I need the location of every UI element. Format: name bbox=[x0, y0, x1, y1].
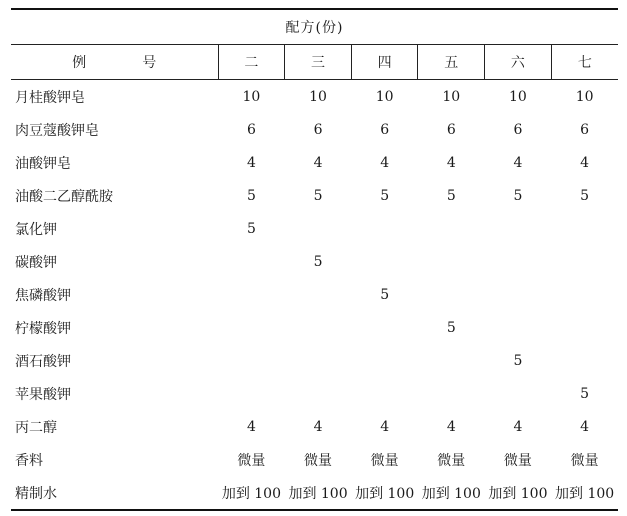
ingredient-amount bbox=[285, 212, 352, 245]
ingredient-amount: 加到 100 bbox=[218, 476, 285, 510]
ingredient-amount: 6 bbox=[446, 121, 456, 138]
ingredient-amount: 10 bbox=[442, 88, 461, 105]
ingredient-amount: 4 bbox=[246, 154, 256, 171]
ingredient-amount: 4 bbox=[513, 154, 523, 171]
ingredient-amount: 微量 bbox=[304, 452, 333, 469]
ingredient-amount bbox=[485, 278, 552, 311]
table-title: 配方(份) bbox=[11, 9, 618, 45]
ingredient-amount bbox=[418, 344, 485, 377]
table-row bbox=[11, 113, 618, 146]
ingredient-amount: 加到 100 bbox=[285, 476, 352, 510]
header-name-right: 号 bbox=[142, 55, 157, 71]
ingredient-amount: 5 bbox=[446, 319, 456, 336]
column-header: 四 bbox=[351, 45, 418, 80]
ingredient-amount: 6 bbox=[580, 121, 590, 138]
ingredient-amount bbox=[418, 245, 485, 278]
table-title-row bbox=[11, 9, 618, 45]
ingredient-amount bbox=[551, 245, 618, 278]
ingredient-amount: 10 bbox=[309, 88, 327, 105]
ingredient-amount: 微量 bbox=[237, 452, 266, 469]
table-row bbox=[11, 443, 618, 476]
ingredient-amount: 5 bbox=[380, 187, 390, 204]
ingredient-amount: 4 bbox=[446, 418, 456, 435]
ingredient-name: 肉豆蔻酸钾皂 bbox=[15, 122, 99, 139]
column-header: 三 bbox=[285, 45, 352, 80]
ingredient-name: 柠檬酸钾 bbox=[15, 320, 71, 337]
ingredient-amount: 5 bbox=[313, 253, 323, 270]
ingredient-amount: 4 bbox=[380, 418, 390, 435]
ingredient-amount: 6 bbox=[246, 121, 256, 138]
ingredient-amount: 10 bbox=[375, 88, 394, 105]
ingredient-amount: 4 bbox=[580, 154, 590, 171]
ingredient-amount: 4 bbox=[580, 418, 590, 435]
table-row bbox=[11, 146, 618, 179]
ingredient-amount bbox=[485, 311, 552, 344]
ingredient-amount bbox=[485, 245, 552, 278]
ingredient-amount: 微量 bbox=[370, 452, 399, 469]
ingredient-amount bbox=[285, 344, 352, 377]
ingredient-amount: 微量 bbox=[503, 452, 532, 469]
ingredient-amount bbox=[285, 311, 352, 344]
ingredient-amount bbox=[418, 377, 485, 410]
table-row bbox=[11, 476, 618, 510]
ingredient-amount: 5 bbox=[580, 385, 590, 402]
ingredient-amount: 5 bbox=[313, 187, 323, 204]
ingredient-amount bbox=[551, 311, 618, 344]
ingredient-amount: 5 bbox=[513, 187, 523, 204]
ingredient-amount bbox=[551, 344, 618, 377]
ingredient-amount bbox=[485, 377, 552, 410]
ingredient-amount: 6 bbox=[513, 121, 523, 138]
table-row bbox=[11, 278, 618, 311]
column-header-example-number bbox=[11, 45, 218, 80]
ingredient-amount bbox=[285, 377, 352, 410]
ingredient-amount: 10 bbox=[575, 88, 594, 105]
ingredient-amount: 4 bbox=[246, 418, 256, 435]
ingredient-name: 香料 bbox=[15, 452, 43, 469]
ingredient-name: 精制水 bbox=[11, 476, 218, 510]
ingredient-amount: 加到 100 bbox=[551, 476, 618, 510]
ingredient-amount: 6 bbox=[313, 121, 323, 138]
ingredient-amount: 加到 100 bbox=[418, 476, 485, 510]
ingredient-name: 苹果酸钾 bbox=[15, 386, 71, 403]
table-row bbox=[11, 179, 618, 212]
ingredient-amount: 4 bbox=[313, 418, 323, 435]
ingredient-amount: 加到 100 bbox=[485, 476, 552, 510]
column-header: 二 bbox=[218, 45, 285, 80]
column-header: 五 bbox=[418, 45, 485, 80]
ingredient-amount bbox=[418, 212, 485, 245]
ingredient-amount bbox=[485, 212, 552, 245]
ingredient-amount bbox=[351, 311, 418, 344]
ingredient-name: 酒石酸钾 bbox=[15, 353, 71, 370]
ingredient-name: 碳酸钾 bbox=[15, 254, 57, 271]
ingredient-amount: 微量 bbox=[570, 452, 599, 469]
ingredient-amount bbox=[285, 278, 352, 311]
ingredient-amount bbox=[218, 377, 285, 410]
ingredient-amount bbox=[218, 278, 285, 311]
ingredient-name: 月桂酸钾皂 bbox=[15, 89, 85, 106]
ingredient-name: 丙二醇 bbox=[15, 419, 57, 436]
ingredient-amount: 4 bbox=[446, 154, 456, 171]
formula-table-container bbox=[11, 8, 618, 511]
ingredient-name: 氯化钾 bbox=[15, 221, 57, 238]
ingredient-amount: 4 bbox=[313, 154, 323, 171]
ingredient-name: 油酸钾皂 bbox=[15, 155, 71, 172]
ingredient-amount: 5 bbox=[446, 187, 456, 204]
ingredient-amount: 5 bbox=[246, 187, 256, 204]
ingredient-amount bbox=[351, 344, 418, 377]
ingredient-amount bbox=[218, 344, 285, 377]
table-row bbox=[11, 245, 618, 278]
table-row bbox=[11, 377, 618, 410]
table-row bbox=[11, 212, 618, 245]
table-body bbox=[11, 80, 618, 511]
table-row bbox=[11, 344, 618, 377]
ingredient-amount: 5 bbox=[380, 286, 390, 303]
ingredient-amount bbox=[351, 245, 418, 278]
ingredient-amount bbox=[551, 212, 618, 245]
ingredient-amount: 10 bbox=[242, 88, 261, 105]
ingredient-amount bbox=[418, 278, 485, 311]
ingredient-amount: 6 bbox=[380, 121, 390, 138]
ingredient-amount: 5 bbox=[246, 220, 256, 237]
ingredient-amount bbox=[218, 245, 285, 278]
ingredient-amount: 4 bbox=[513, 418, 523, 435]
ingredient-amount bbox=[351, 377, 418, 410]
ingredient-name: 焦磷酸钾 bbox=[15, 287, 71, 304]
ingredient-amount: 4 bbox=[380, 154, 390, 171]
ingredient-amount bbox=[551, 278, 618, 311]
table-header-row bbox=[11, 45, 618, 80]
ingredient-amount: 微量 bbox=[437, 452, 466, 469]
table-row bbox=[11, 311, 618, 344]
ingredient-name: 油酸二乙醇酰胺 bbox=[15, 188, 113, 205]
table-row bbox=[11, 80, 618, 114]
table-row bbox=[11, 410, 618, 443]
ingredient-amount: 5 bbox=[513, 352, 523, 369]
formula-table bbox=[11, 8, 618, 511]
column-header: 六 bbox=[485, 45, 552, 80]
ingredient-amount bbox=[351, 212, 418, 245]
ingredient-amount: 加到 100 bbox=[351, 476, 418, 510]
header-name-left: 例 bbox=[72, 55, 87, 71]
column-header: 七 bbox=[551, 45, 618, 80]
ingredient-amount bbox=[218, 311, 285, 344]
ingredient-amount: 10 bbox=[509, 88, 527, 105]
ingredient-amount: 5 bbox=[580, 187, 590, 204]
